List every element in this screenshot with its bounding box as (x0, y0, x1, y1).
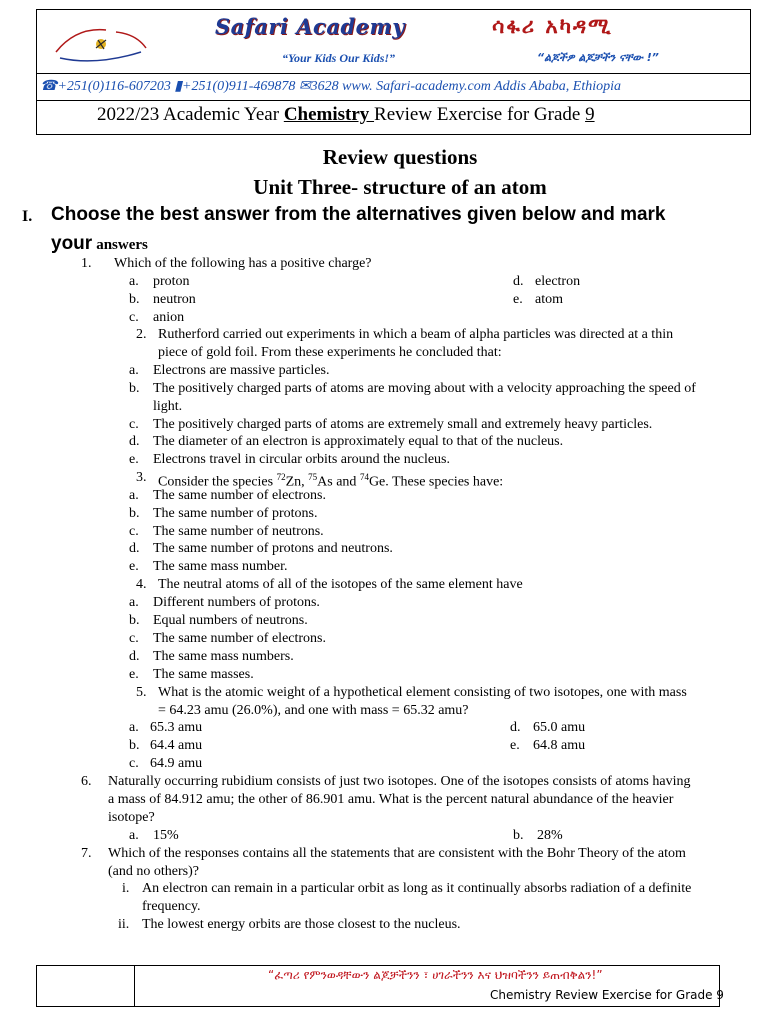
element-symbol: Ge. These species have: (368, 474, 504, 490)
option-text: electron (535, 274, 581, 289)
option-letter: b. (129, 506, 140, 521)
element-symbol: Zn, (285, 474, 309, 490)
slogan-english: “Your Kids Our Kids!” (282, 51, 396, 65)
contact-line: ☎+251(0)116-607203 ▮+251(0)911-469878 ✉3628 www. Safari-academy.com Addis Ababa, Ethiopia (40, 79, 621, 94)
question-number: 5. (136, 685, 147, 700)
option-letter: e. (129, 452, 139, 467)
subject: Chemistry (283, 104, 375, 125)
option-text: 64.9 amu (150, 756, 203, 771)
option-letter: b. (129, 381, 140, 396)
section-numeral: I. (22, 208, 33, 225)
year-suffix: Review Exercise for Grade (374, 104, 586, 125)
mass-number: 75 (308, 472, 318, 482)
footer-divider (134, 965, 135, 1007)
option-text: 64.8 amu (533, 738, 586, 753)
option-text: The same number of protons. (153, 506, 318, 521)
option-text: atom (535, 292, 563, 307)
option-text: The positively charged parts of atoms are moving about with a velocity approaching the speed of (153, 381, 696, 396)
question-text: = 64.23 amu (26.0%), and one with mass = 65.32 amu? (158, 703, 469, 718)
question-text: The neutral atoms of all of the isotopes of the same element have (158, 577, 523, 592)
option-text: The same masses. (153, 667, 254, 682)
option-letter: a. (129, 595, 139, 610)
option-text: proton (153, 274, 190, 289)
question-number: 4. (136, 577, 147, 592)
footer-slogan: “ፈጣሪ የምንወዳቸውን ልጆቻችንን ፣ ሀገራችንን እና ህዝባችንን ይጠብቅልን!” (268, 968, 603, 982)
option-text: Electrons travel in circular orbits around the nucleus. (153, 452, 451, 467)
statement-numeral: ii. (118, 917, 130, 932)
question-text: What is the atomic weight of a hypothetical element consisting of two isotopes, one with mass (158, 685, 687, 700)
option-text: The same mass number. (153, 559, 288, 574)
option-letter: c. (129, 631, 139, 646)
option-text: 28% (537, 828, 563, 843)
question-number: 3. (136, 470, 147, 485)
option-letter: b. (129, 292, 140, 307)
year-prefix: 2022/23 Academic Year (97, 104, 284, 125)
option-letter: d. (513, 274, 524, 289)
section-heading-word: answers (96, 237, 148, 253)
option-text: The same mass numbers. (153, 649, 294, 664)
question-text: Which of the following has a positive charge? (114, 256, 372, 271)
section-heading-cont (51, 233, 148, 255)
statement-text: frequency. (142, 899, 201, 914)
option-text: Equal numbers of neutrons. (153, 613, 308, 628)
option-letter: a. (129, 488, 139, 503)
option-text: anion (153, 310, 185, 325)
text-fragment: Consider the species (158, 474, 277, 490)
question-text: Which of the responses contains all the statements that are consistent with the Bohr Theory of the atom (108, 846, 686, 861)
option-letter: c. (129, 524, 139, 539)
brand-name-english: Safari Academy (215, 14, 405, 39)
question-text: Rutherford carried out experiments in which a beam of alpha particles was directed at a thin (158, 327, 674, 342)
question-number: 7. (81, 846, 92, 861)
statement-text: The lowest energy orbits are those closest to the nucleus. (142, 917, 461, 932)
option-text: 65.0 amu (533, 720, 586, 735)
element-symbol: As and (317, 474, 360, 490)
footer-title: Chemistry Review Exercise for Grade 9 (490, 988, 724, 1002)
section-heading-word: your (51, 233, 93, 254)
option-text: The same number of neutrons. (153, 524, 324, 539)
option-text: 65.3 amu (150, 720, 203, 735)
page-title: Review questions (322, 145, 478, 169)
statement-numeral: i. (122, 881, 130, 896)
option-letter: b. (129, 738, 140, 753)
question-number: 2. (136, 327, 147, 342)
question-number: 1. (81, 256, 92, 271)
option-letter: e. (129, 667, 139, 682)
slogan-amharic: “ልጆችዎ ልጆቻችን ናቸው !” (537, 51, 659, 64)
unit-title: Unit Three- structure of an atom (253, 175, 547, 199)
option-letter: d. (510, 720, 521, 735)
option-letter: d. (129, 649, 140, 664)
option-letter: c. (129, 310, 139, 325)
option-text: 64.4 amu (150, 738, 203, 753)
option-letter: e. (510, 738, 520, 753)
option-text: The positively charged parts of atoms are extremely small and extremely heavy particles. (153, 417, 653, 432)
option-letter: e. (513, 292, 523, 307)
option-letter: c. (129, 756, 139, 771)
question-text: a mass of 84.912 amu; the other of 86.901 amu. What is the percent natural abundance of the heavier (108, 792, 674, 807)
option-letter: a. (129, 720, 139, 735)
option-letter: d. (129, 541, 140, 556)
option-letter: a. (129, 828, 139, 843)
brand-name-amharic: ሳፋሪ አካዳሚ (492, 14, 613, 38)
option-text: 15% (153, 828, 179, 843)
mass-number: 74 (359, 472, 369, 482)
option-letter: c. (129, 417, 139, 432)
question-text: isotope? (108, 810, 155, 825)
option-letter: a. (129, 363, 139, 378)
option-text: The diameter of an electron is approximately equal to that of the nucleus. (153, 434, 564, 449)
header-divider (36, 100, 751, 101)
section-heading: Choose the best answer from the alternatives given below and mark (51, 204, 666, 225)
academic-year-line (97, 104, 595, 126)
option-text: Different numbers of protons. (153, 595, 320, 610)
option-text: light. (153, 399, 183, 414)
option-letter: b. (129, 613, 140, 628)
question-number: 6. (81, 774, 92, 789)
option-letter: d. (129, 434, 140, 449)
mass-number: 72 (276, 472, 286, 482)
option-letter: a. (129, 274, 139, 289)
option-text: neutron (153, 292, 196, 307)
question-text: Naturally occurring rubidium consists of just two isotopes. One of the isotopes consists of atoms having (108, 774, 691, 789)
option-text: The same number of electrons. (153, 488, 326, 503)
question-text: piece of gold foil. From these experiments he concluded that: (158, 345, 502, 360)
grade: 9 (585, 104, 595, 125)
option-letter: b. (513, 828, 524, 843)
header-divider (36, 73, 751, 74)
statement-text: An electron can remain in a particular orbit as long as it continually absorbs radiation of a definite (142, 881, 692, 896)
question-text: (and no others)? (108, 864, 199, 879)
option-text: Electrons are massive particles. (153, 363, 330, 378)
academy-logo (46, 22, 161, 66)
option-text: The same number of protons and neutrons. (153, 541, 393, 556)
option-text: The same number of electrons. (153, 631, 326, 646)
option-letter: e. (129, 559, 139, 574)
